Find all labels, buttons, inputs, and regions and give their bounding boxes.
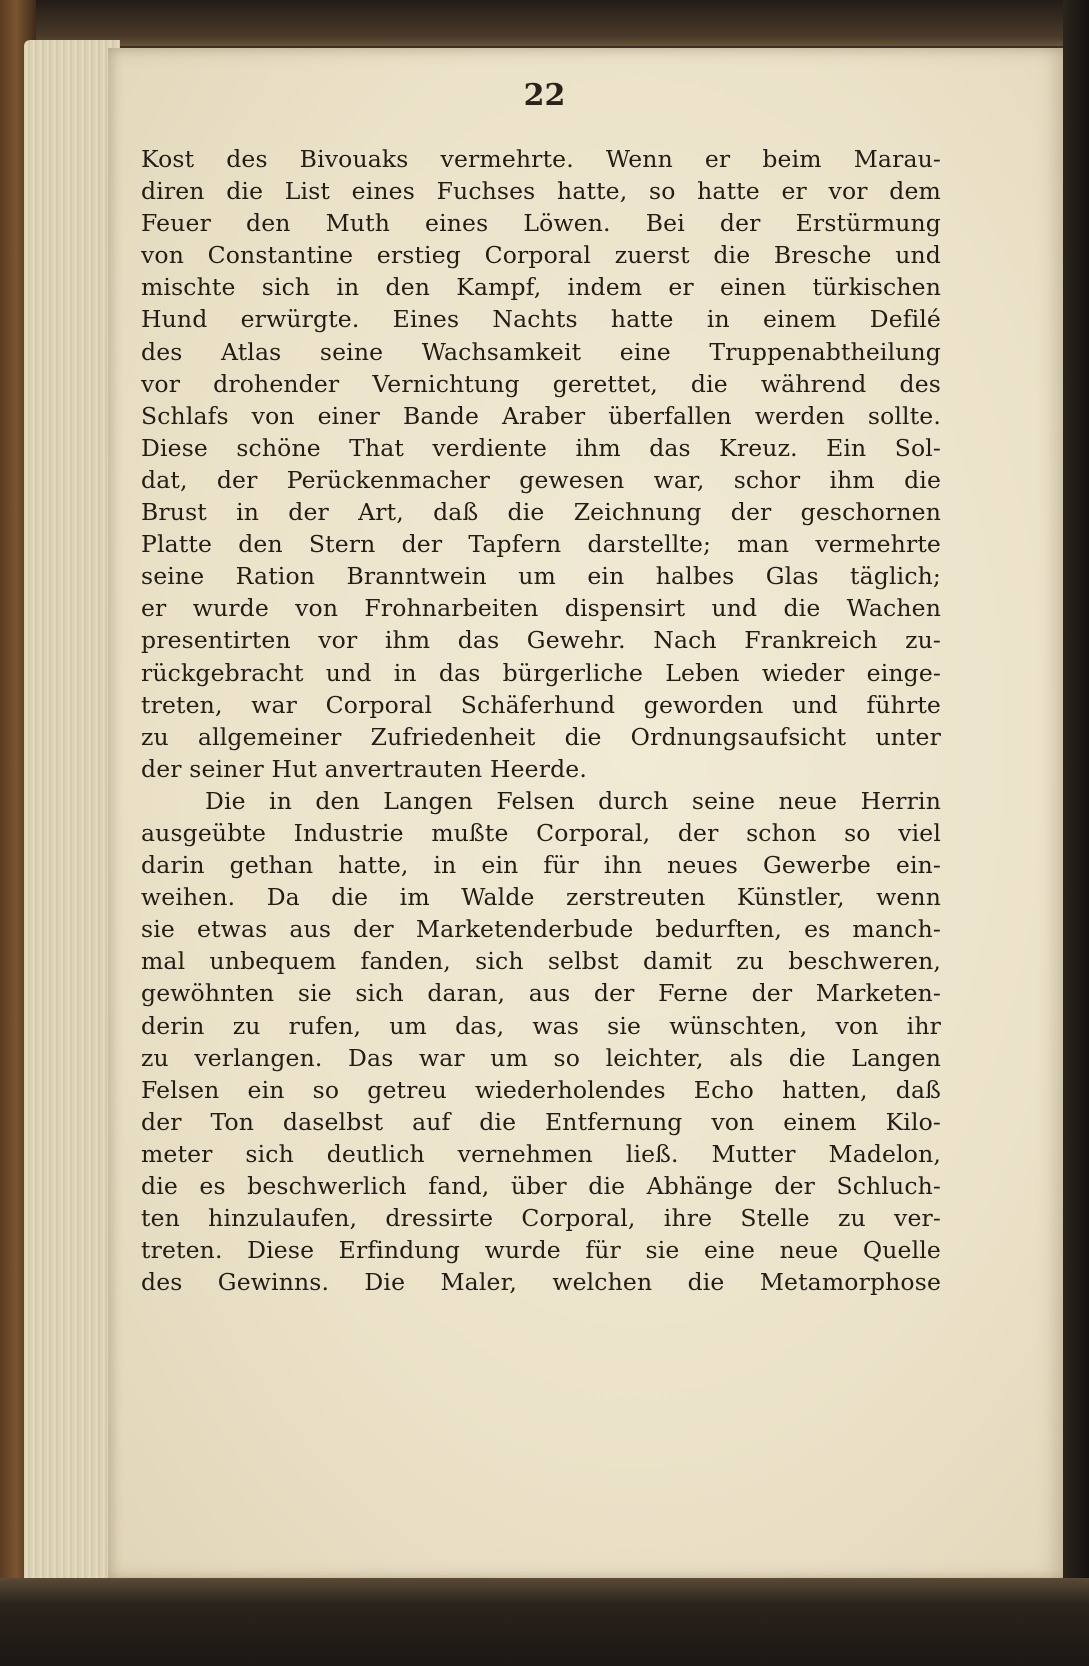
text-line: der seiner Hut anvertrauten Heerde. [141,754,587,783]
text-line: vor drohender Vernichtung gerettet, die während des [141,369,941,398]
body-text [141,143,941,1298]
text-line: Hund erwürgte. Eines Nachts hatte in einem Defilé [141,305,941,334]
text-line: von Constantine erstieg Corporal zuerst die Bresche und [141,241,941,270]
text-line: presentirten vor ihm das Gewehr. Nach Frankreich zu- [141,626,941,655]
scan-bottom-edge [0,1578,1089,1666]
text-line: des Atlas seine Wachsamkeit eine Truppenabtheilung [141,337,941,366]
text-line: mal unbequem fanden, sich selbst damit zu beschweren, [141,947,941,976]
text-line: rückgebracht und in das bürgerliche Leben wieder einge- [141,658,941,687]
text-line: Feuer den Muth eines Löwen. Bei der Erstürmung [141,209,941,238]
text-line: Diese schöne That verdiente ihm das Kreuz. Ein Sol- [141,433,941,462]
text-line: der Ton daselbst auf die Entfernung von einem Kilo- [141,1107,941,1136]
text-line: Kost des Bivouaks vermehrte. Wenn er beim Marau- [141,145,941,173]
text-line: Die in den Langen Felsen durch seine neue Herrin [205,786,941,815]
text-line: zu verlangen. Das war um so leichter, als die Langen [141,1043,941,1072]
text-line: seine Ration Branntwein um ein halbes Glas täglich; [141,562,941,591]
text-line: sie etwas aus der Marketenderbude bedurften, es manch- [141,915,941,944]
page-edges [24,40,120,1600]
text-line: Platte den Stern der Tapfern darstellte; man vermehrte [141,530,941,559]
text-line: treten, war Corporal Schäferhund geworden und führte [141,690,941,719]
text-line: er wurde von Frohnarbeiten dispensirt und die Wachen [141,594,941,623]
text-line: ten hinzulaufen, dressirte Corporal, ihre Stelle zu ver- [141,1204,941,1233]
text-line: die es beschwerlich fand, über die Abhänge der Schluch- [141,1172,941,1200]
text-line: darin gethan hatte, in ein für ihn neues Gewerbe ein- [141,851,941,880]
text-line: meter sich deutlich vernehmen ließ. Mutter Madelon, [141,1139,941,1168]
text-line: dat, der Perückenmacher gewesen war, schor ihm die [141,465,941,494]
text-line: weihen. Da die im Walde zerstreuten Künstler, wenn [141,883,941,912]
text-line: diren die List eines Fuchses hatte, so hatte er vor dem [141,177,941,206]
scan-top-edge [0,0,1089,46]
text-line: zu allgemeiner Zufriedenheit die Ordnungsaufsicht unter [141,722,941,751]
text-line: Brust in der Art, daß die Zeichnung der geschornen [141,498,941,527]
text-line: gewöhnten sie sich daran, aus der Ferne der Marketen- [141,979,941,1008]
text-line: des Gewinns. Die Maler, welchen die Metamorphose [141,1268,941,1297]
page-number: 22 [523,78,566,113]
text-line: mischte sich in den Kampf, indem er einen türkischen [141,273,941,302]
text-line: ausgeübte Industrie mußte Corporal, der schon so viel [141,818,941,847]
text-line: Schlafs von einer Bande Araber überfallen werden sollte. [141,401,941,430]
scan-right-edge [1063,0,1089,1666]
text-line: derin zu rufen, um das, was sie wünschten, von ihr [141,1011,941,1040]
text-line: treten. Diese Erfindung wurde für sie eine neue Quelle [141,1236,941,1265]
text-line: Felsen ein so getreu wiederholendes Echo hatten, daß [141,1075,941,1104]
